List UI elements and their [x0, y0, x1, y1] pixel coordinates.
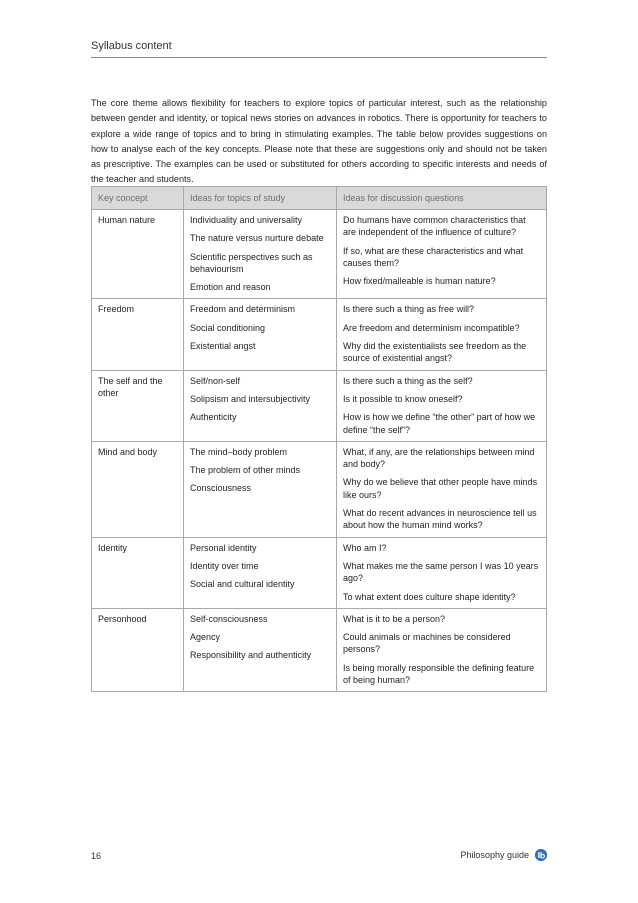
- questions-cell: [337, 299, 547, 370]
- table-row: [92, 608, 547, 691]
- question-item: Why did the existentialists see freedom as the source of existential angst?: [343, 341, 527, 364]
- ib-logo-icon: [535, 849, 547, 861]
- question-item: Why do we believe that other people have minds like ours?: [343, 477, 538, 500]
- question-item: Who am I?: [343, 542, 387, 553]
- table-row: [92, 537, 547, 608]
- topic-item: Identity over time: [190, 560, 259, 571]
- topics-cell: [184, 299, 337, 370]
- questions-cell: [337, 608, 547, 691]
- question-item: If so, what are these characteristics and what causes them?: [343, 245, 524, 268]
- table-body: [92, 210, 547, 692]
- topic-item: Social and cultural identity: [190, 579, 295, 590]
- topic-item: Emotion and reason: [190, 282, 271, 293]
- topic-item: Consciousness: [190, 483, 252, 494]
- question-item: What do recent advances in neuroscience tell us about how the human mind works?: [343, 508, 537, 531]
- key-concept-cell: The self and the other: [92, 370, 184, 441]
- questions-cell: [337, 370, 547, 441]
- topics-cell: [184, 441, 337, 537]
- header-topics: Ideas for topics of study: [184, 187, 337, 210]
- question-item: To what extent does culture shape identity?: [343, 591, 516, 602]
- intro-paragraph: The core theme allows flexibility for teachers to explore topics of particular interest, such as the relationship between gender and identity, or topical news stories on advances in robotics. There is opportunity for teachers to explore a wide range of topics and to bring in stimulating examples. The table below provides suggestions on how to analyse each of the key concepts. Please note that these are suggestions only and should not be taken as prescriptive. The examples can be used or substituted for others according to specific interests and needs of the teacher and students.: [91, 98, 547, 185]
- question-item: Do humans have common characteristics that are independent of the influence of culture?: [343, 215, 526, 238]
- key-concept-cell: Freedom: [92, 299, 184, 370]
- key-concept-cell: Human nature: [92, 210, 184, 299]
- page-number: 16: [91, 851, 102, 861]
- questions-cell: [337, 441, 547, 537]
- guide-title: Philosophy guide: [460, 850, 529, 860]
- table-row: [92, 370, 547, 441]
- question-item: How fixed/malleable is human nature?: [343, 276, 496, 287]
- question-item: Is being morally responsible the defining feature of being human?: [343, 662, 535, 686]
- question-item: Are freedom and determinism incompatible?: [343, 322, 520, 333]
- topic-item: The problem of other minds: [190, 465, 301, 476]
- question-item: What, if any, are the relationships between mind and body?: [343, 446, 535, 470]
- section-title: Syllabus content: [91, 40, 172, 52]
- question-item: Is there such a thing as free will?: [343, 304, 475, 315]
- topic-item: Self/non-self: [190, 375, 241, 386]
- question-item: How is how we define “the other” part of how we define “the self”?: [343, 412, 536, 435]
- header-key-concept: Key concept: [92, 187, 184, 210]
- topic-item: Freedom and determinism: [190, 304, 296, 315]
- question-item: Is there such a thing as the self?: [343, 375, 473, 386]
- topic-item: Personal identity: [190, 542, 257, 553]
- running-header: [91, 40, 547, 58]
- question-item: Is it possible to know oneself?: [343, 393, 463, 404]
- topics-cell: [184, 370, 337, 441]
- key-concepts-table: [91, 186, 547, 692]
- header-questions: Ideas for discussion questions: [337, 187, 547, 210]
- key-concept-cell: Identity: [92, 537, 184, 608]
- topics-cell: [184, 210, 337, 299]
- topic-item: Scientific perspectives such as behaviourism: [190, 251, 313, 274]
- topic-item: Social conditioning: [190, 322, 266, 333]
- table-row: [92, 299, 547, 370]
- question-item: Could animals or machines be considered persons?: [343, 632, 511, 655]
- topic-item: Agency: [190, 632, 221, 643]
- footer-guide: [460, 849, 547, 861]
- questions-cell: [337, 210, 547, 299]
- topic-item: Existential angst: [190, 341, 256, 352]
- table-header-row: [92, 187, 547, 210]
- topic-item: The nature versus nurture debate: [190, 233, 324, 244]
- topic-item: Individuality and universality: [190, 215, 303, 225]
- topic-item: Responsibility and authenticity: [190, 650, 312, 661]
- topic-item: The mind–body problem: [190, 446, 288, 457]
- questions-cell: [337, 537, 547, 608]
- question-item: What makes me the same person I was 10 years ago?: [343, 560, 539, 584]
- topic-item: Authenticity: [190, 412, 237, 423]
- question-item: What is it to be a person?: [343, 613, 446, 624]
- topic-item: Solipsism and intersubjectivity: [190, 393, 311, 404]
- topic-item: Self-consciousness: [190, 613, 268, 624]
- table-row: [92, 210, 547, 299]
- topics-cell: [184, 537, 337, 608]
- key-concept-cell: Personhood: [92, 608, 184, 691]
- topics-cell: [184, 608, 337, 691]
- table-row: [92, 441, 547, 537]
- key-concept-cell: Mind and body: [92, 441, 184, 537]
